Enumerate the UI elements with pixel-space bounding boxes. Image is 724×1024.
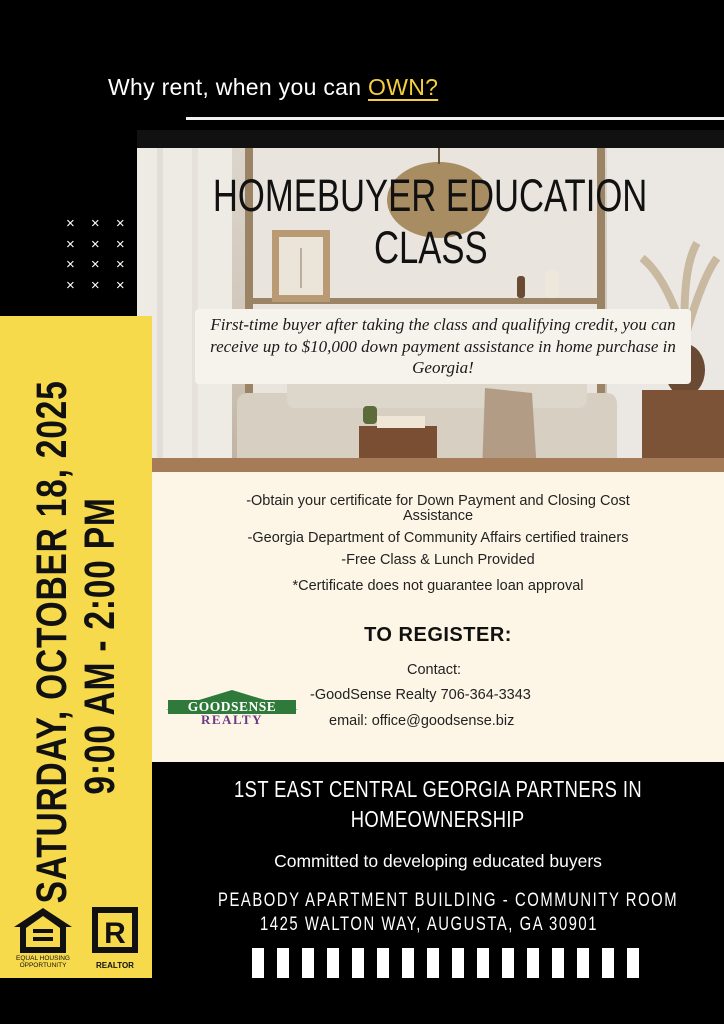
equal-housing-text-2: OPPORTUNITY: [19, 962, 67, 969]
committed-tagline: Committed to developing educated buyers: [274, 851, 602, 871]
hero-title-line2: [137, 222, 724, 274]
x-pattern-decoration: × × × × × × × × × × × ×: [66, 215, 131, 294]
stripe-decoration: [252, 948, 652, 978]
equal-housing-text: [12, 955, 74, 969]
tagline-own: OWN?: [368, 74, 439, 100]
logo-bottom-text: REALTY: [201, 712, 263, 727]
logo-top-text: GOODSENSE: [187, 699, 277, 714]
tagline: [108, 74, 438, 101]
bullet-disclaimer: *Certificate does not guarantee loan approval: [292, 578, 584, 594]
realtor-text: REALTOR: [96, 961, 134, 970]
venue-name-text: PEABODY APARTMENT BUILDING - COMMUNITY ROOM: [218, 890, 679, 911]
bullet-certificate-cont: Assistance: [402, 508, 474, 524]
event-date: SATURDAY, OCTOBER 18, 2025: [28, 380, 76, 904]
top-rule: [186, 117, 724, 120]
details-panel: [152, 472, 724, 762]
equal-housing-icon: [12, 905, 74, 955]
contact-email: email: office@goodsense.biz: [329, 713, 515, 729]
hero-photo: [137, 148, 724, 472]
bullet-lunch: -Free Class & Lunch Provided: [341, 552, 535, 568]
partners-line1-text: 1ST EAST CENTRAL GEORGIA PARTNERS IN: [233, 776, 643, 802]
partners-heading-line2: [152, 806, 724, 833]
venue-address: [260, 914, 693, 936]
partners-heading-line1: [152, 776, 724, 803]
hero-top-strip: [137, 130, 724, 148]
hero-title-line2-text: CLASS: [373, 222, 488, 273]
venue-address-text: 1425 WALTON WAY, AUGUSTA, GA 30901: [260, 914, 599, 935]
hero-title-line1-text: HOMEBUYER EDUCATION: [213, 170, 648, 221]
bullet-certificate: -Obtain your certificate for Down Payment and Closing Cost: [246, 493, 630, 509]
goodsense-logo: [164, 686, 300, 726]
equal-housing-badge: [12, 905, 74, 975]
event-date-block: [28, 316, 124, 976]
partners-line2-text: HOMEOWNERSHIP: [351, 806, 525, 832]
register-heading: TO REGISTER:: [364, 624, 512, 646]
event-time: 9:00 AM - 2:00 PM: [76, 497, 124, 795]
realtor-icon: [88, 905, 142, 957]
venue-name: [218, 890, 724, 912]
contact-company: -GoodSense Realty 706-364-3343: [310, 687, 531, 703]
svg-text:R: R: [104, 917, 126, 950]
tagline-text: Why rent, when you can: [108, 74, 369, 100]
equal-housing-text-1: EQUAL HOUSING: [16, 955, 70, 962]
realtor-badge: [88, 905, 142, 975]
hero-title: [137, 170, 724, 274]
hero-callout: First-time buyer after taking the class and qualifying credit, you can receive up to $10,000 down payment assistance in home purchase in Georgia!: [195, 309, 691, 384]
hero-title-line1: [137, 170, 724, 222]
contact-label: Contact:: [407, 662, 461, 678]
bullet-trainers: -Georgia Department of Community Affairs certified trainers: [247, 530, 629, 546]
